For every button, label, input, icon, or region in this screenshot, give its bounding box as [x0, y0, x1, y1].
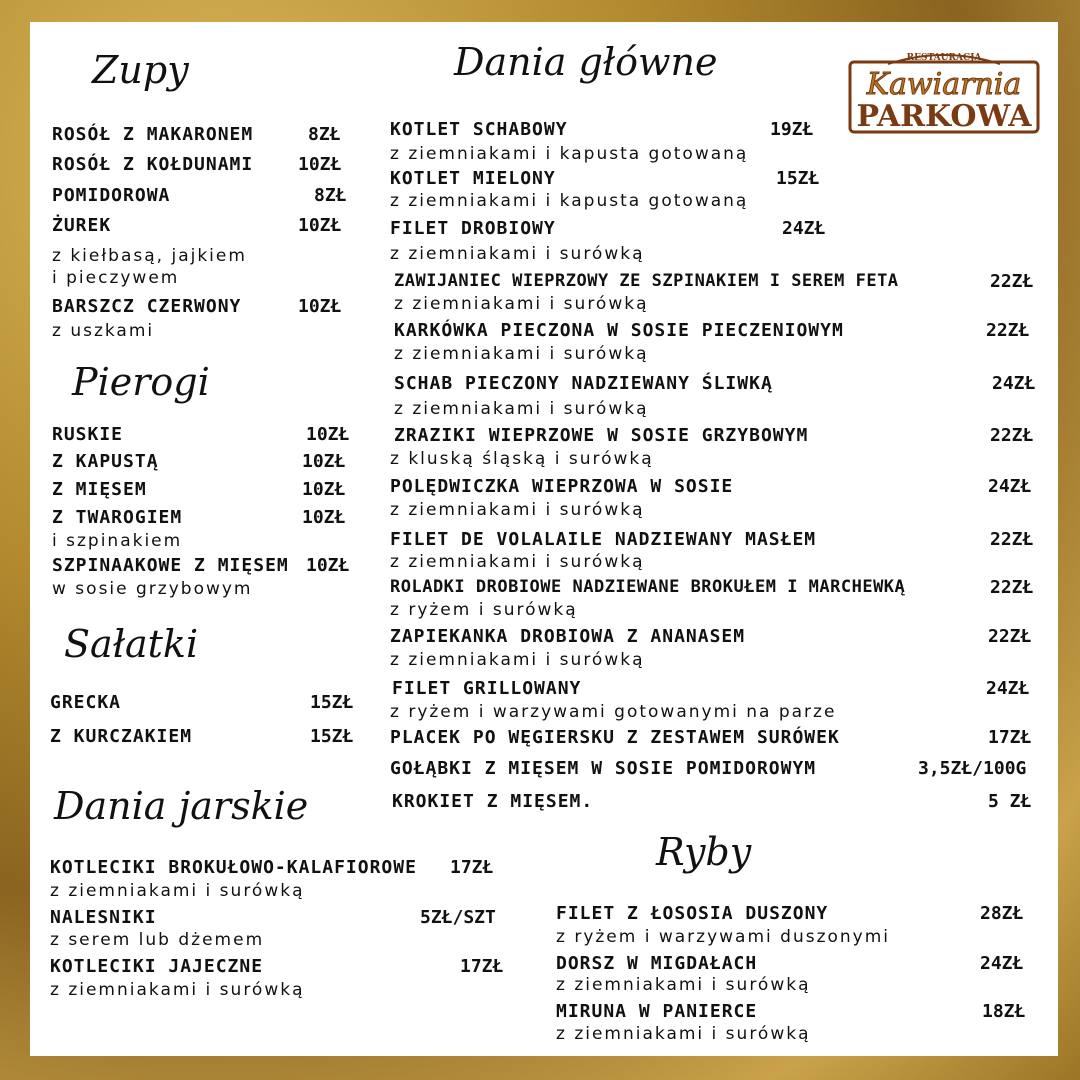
menu-item-desc: z ziemniakami i surówką — [556, 975, 811, 995]
menu-item-desc: z ziemniakami i surówką — [390, 650, 645, 670]
logo-top: RESTAURACJA — [906, 53, 982, 63]
menu-item-name: DORSZ W MIGDAŁACH — [556, 953, 758, 974]
menu-item-price: 22ZŁ — [986, 320, 1030, 341]
menu-item-price: 17ZŁ — [988, 727, 1032, 748]
menu-item-price: 10ZŁ — [306, 424, 350, 445]
menu-item-name: SZPINAAKOWE Z MIĘSEM — [52, 555, 289, 576]
menu-item-name: ROSÓŁ Z MAKARONEM — [52, 124, 254, 145]
menu-item-price: 10ZŁ — [302, 451, 346, 472]
menu-item-desc: z ziemniakami i surówką — [390, 244, 645, 264]
logo-line1: Kawiarnia — [866, 67, 1022, 102]
menu-item-name: KROKIET Z MIĘSEM. — [392, 791, 594, 812]
menu-item-price: 28ZŁ — [980, 903, 1024, 924]
menu-item-price: 22ZŁ — [990, 425, 1034, 446]
menu-item-name: ŻUREK — [52, 215, 112, 236]
pierogi-heading: Pierogi — [72, 360, 210, 404]
menu-item-price: 8ZŁ — [314, 185, 347, 206]
menu-item-price: 24ZŁ — [992, 373, 1036, 394]
menu-item-name: KOTLET SCHABOWY — [390, 119, 568, 140]
menu-item-price: 17ZŁ — [450, 857, 494, 878]
menu-item-name: ROSÓŁ Z KOŁDUNAMI — [52, 154, 254, 175]
menu-item-desc: z ziemniakami i surówką — [556, 1024, 811, 1044]
menu-item-desc: z uszkami — [52, 321, 155, 341]
menu-item-name: RUSKIE — [52, 424, 124, 445]
menu-item-name: KOTLECIKI JAJECZNE — [50, 956, 264, 977]
menu-item-name: FILET DE VOLALAILE NADZIEWANY MASŁEM — [390, 529, 817, 550]
menu-item-price: 10ZŁ — [302, 507, 346, 528]
menu-item-price: 24ZŁ — [980, 953, 1024, 974]
menu-item-price: 10ZŁ — [306, 555, 350, 576]
menu-item-name: BARSZCZ CZERWONY — [52, 296, 242, 317]
menu-item-name: PLACEK PO WĘGIERSKU Z ZESTAWEM SURÓWEK — [390, 727, 840, 748]
menu-item-name: SCHAB PIECZONY NADZIEWANY ŚLIWKĄ — [394, 373, 773, 394]
menu-item-price: 22ZŁ — [988, 626, 1032, 647]
menu-item-name: POMIDOROWA — [52, 185, 171, 206]
menu-item-desc: z kiełbasą, jajkiem — [52, 246, 247, 266]
menu-item-name: POLĘDWICZKA WIEPRZOWA W SOSIE — [390, 476, 734, 497]
menu-item-desc: z ziemniakami i kapusta gotowaną — [390, 191, 749, 211]
menu-item-name: KOTLET MIELONY — [390, 168, 556, 189]
glowne-heading: Dania główne — [454, 40, 718, 84]
menu-item-price: 22ZŁ — [990, 529, 1034, 550]
menu-item-name: KOTLECIKI BROKUŁOWO-KALAFIOROWE — [50, 857, 417, 878]
menu-item-name: Z KURCZAKIEM — [50, 726, 193, 747]
menu-item-price: 5 ZŁ — [988, 791, 1032, 812]
menu-item-name: GOŁĄBKI Z MIĘSEM W SOSIE POMIDOROWYM — [390, 758, 817, 779]
menu-item-price: 24ZŁ — [782, 218, 826, 239]
menu-item-desc: z ziemniakami i surówką — [394, 344, 649, 364]
menu-item-price: 10ZŁ — [298, 296, 342, 317]
menu-item-name: FILET GRILLOWANY — [392, 678, 582, 699]
menu-item-name: ZAPIEKANKA DROBIOWA Z ANANASEM — [390, 626, 746, 647]
zupy-heading: Zupy — [92, 48, 189, 92]
menu-item-price: 15ZŁ — [776, 168, 820, 189]
menu-item-name: FILET DROBIOWY — [390, 218, 556, 239]
menu-item-desc: i pieczywem — [52, 268, 180, 288]
restaurant-logo — [848, 48, 1040, 134]
menu-item-name: ZRAZIKI WIEPRZOWE W SOSIE GRZYBOWYM — [394, 425, 809, 446]
jarskie-heading: Dania jarskie — [54, 784, 309, 828]
menu-item-desc: z ziemniakami i surówką — [394, 399, 649, 419]
menu-item-price: 17ZŁ — [460, 956, 504, 977]
menu-item-desc: z serem lub dżemem — [50, 930, 265, 950]
menu-item-price: 19ZŁ — [770, 119, 814, 140]
menu-item-price: 22ZŁ — [990, 271, 1034, 292]
menu-item-price: 24ZŁ — [986, 678, 1030, 699]
menu-item-desc: z ziemniakami i surówką — [390, 552, 645, 572]
salatki-heading: Sałatki — [64, 622, 199, 666]
menu-item-price: 15ZŁ — [310, 692, 354, 713]
menu-item-desc: z ryżem i warzywami duszonymi — [556, 927, 891, 947]
menu-item-name: Z MIĘSEM — [52, 479, 147, 500]
menu-item-name: Z KAPUSTĄ — [52, 451, 159, 472]
menu-item-desc: w sosie grzybowym — [52, 579, 253, 599]
menu-item-desc: z kluską śląską i surówką — [390, 449, 654, 469]
menu-item-name: FILET Z ŁOSOSIA DUSZONY — [556, 903, 829, 924]
menu-item-price: 22ZŁ — [990, 577, 1034, 598]
menu-item-name: NALESNIKI — [50, 907, 157, 928]
menu-item-name: ROLADKI DROBIOWE NADZIEWANE BROKUŁEM I MARCHEWKĄ — [390, 577, 906, 597]
menu-item-name: KARKÓWKA PIECZONA W SOSIE PIECZENIOWYM — [394, 320, 844, 341]
menu-item-price: 18ZŁ — [982, 1001, 1026, 1022]
menu-item-desc: z ryżem i surówką — [390, 600, 578, 620]
menu-item-desc: z ziemniakami i surówką — [390, 500, 645, 520]
menu-item-desc: i szpinakiem — [52, 531, 183, 551]
menu-item-price: 24ZŁ — [988, 476, 1032, 497]
logo-line2: PARKOWA — [856, 99, 1032, 134]
menu-item-price: 8ZŁ — [308, 124, 341, 145]
menu-item-name: Z TWAROGIEM — [52, 507, 183, 528]
menu-item-price: 5ZŁ/SZT — [420, 907, 496, 928]
menu-item-name: ZAWIJANIEC WIEPRZOWY ZE SZPINAKIEM I SEREM FETA — [394, 271, 899, 291]
menu-item-name: GRECKA — [50, 692, 122, 713]
menu-item-price: 10ZŁ — [298, 215, 342, 236]
menu-item-price: 15ZŁ — [310, 726, 354, 747]
menu-item-price: 3,5ZŁ/100G — [918, 758, 1027, 779]
menu-item-price: 10ZŁ — [302, 479, 346, 500]
ryby-heading: Ryby — [656, 830, 752, 874]
menu-item-desc: z ryżem i warzywami gotowanymi na parze — [390, 702, 837, 722]
menu-item-desc: z ziemniakami i surówką — [50, 980, 305, 1000]
menu-item-price: 10ZŁ — [298, 154, 342, 175]
menu-item-name: MIRUNA W PANIERCE — [556, 1001, 758, 1022]
menu-item-desc: z ziemniakami i surówką — [394, 294, 649, 314]
menu-item-desc: z ziemniakami i kapusta gotowaną — [390, 144, 749, 164]
menu-item-desc: z ziemniakami i surówką — [50, 881, 305, 901]
